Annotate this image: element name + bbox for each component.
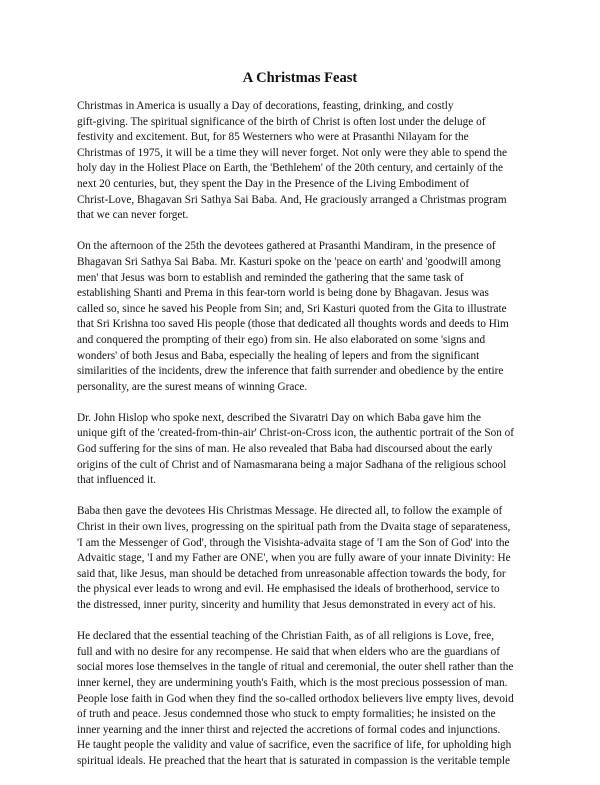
text-line: establishing Shanti and Prema in this fear-torn world is being done by Bhagavan. Jesus was	[77, 287, 489, 300]
paragraph-5	[63, 629, 543, 769]
text-line: personality, are the surest means of winning Grace.	[77, 380, 308, 393]
text-line: inner yearning and the inner thirst and rejected the accretions of formal codes and injunctions.	[77, 723, 501, 736]
text-line: that Sri Krishna too saved His people (those that dedicated all thoughts words and deeds to Him	[77, 318, 509, 331]
text-line: God suffering for the sins of man. He also revealed that Baba had discoursed about the early	[77, 443, 493, 456]
article-body	[63, 99, 543, 785]
text-line: spiritual ideals. He preached that the heart that is saturated in compassion is the veritable temple	[77, 754, 510, 767]
text-line: the physical ever leads to wrong and evil. He emphasised the ideals of brotherhood, service to	[77, 583, 500, 596]
text-line: that influenced it.	[77, 474, 157, 487]
text-line: next 20 centuries, but, they spent the Day in the Presence of the Living Embodiment of	[77, 177, 470, 190]
text-line: said that, like Jesus, man should be detached from unreasonable affection towards the body, for	[77, 567, 506, 580]
text-line: Dr. John Hislop who spoke next, described the Sivaratri Day on which Baba gave him the	[77, 411, 481, 424]
text-line: Christmas in America is usually a Day of decorations, feasting, drinking, and costly	[77, 100, 454, 112]
text-line: Baba then gave the devotees His Christmas Message. He directed all, to follow the example of	[77, 505, 503, 518]
text-line: and conquered the prompting of their ego) from sin. He also elaborated on some 'signs and	[77, 333, 486, 346]
text-line: social mores lose themselves in the tangle of ritual and ceremonial, the outer shell rather than the	[77, 661, 514, 674]
text-line: Christmas of 1975, it will be a time they will never forget. Not only were they able to spend the	[77, 146, 508, 159]
text-line: He taught people the validity and value of sacrifice, even the sacrifice of life, for upholding high	[77, 739, 512, 752]
text-line: unique gift of the 'created-from-thin-air' Christ-on-Cross icon, the authentic portrait of the Son of	[77, 427, 515, 440]
text-line: festivity and excitement. But, for 85 Westerners who were at Prasanthi Nilayam for the	[77, 131, 469, 144]
text-line: origins of the cult of Christ and of Namasmarana being a major Sadhana of the religious school	[77, 458, 507, 471]
text-line: men' that Jesus was born to establish and reminded the gathering that the same task of	[77, 271, 464, 284]
text-line: gift-giving. The spiritual significance of the birth of Christ is often lost under the deluge of	[77, 115, 486, 128]
text-line: Bhagavan Sri Sathya Sai Baba. Mr. Kasturi spoke on the 'peace on earth' and 'goodwill among	[77, 255, 501, 268]
text-line: Christ in their own lives, progressing on the spiritual path from the Dvaita stage of separateness,	[77, 521, 511, 534]
text-line: Advaitic stage, 'I and my Father are ONE', when you are fully aware of your innate Divinity: He	[77, 552, 511, 565]
text-line: On the afternoon of the 25th the devotees gathered at Prasanthi Mandiram, in the presence of	[77, 240, 496, 253]
text-line: Christ-Love, Bhagavan Sri Sathya Sai Baba. And, He graciously arranged a Christmas program	[77, 193, 507, 206]
text-line: inner kernel, they are undermining youth's Faith, which is the most precious possession of man.	[77, 676, 508, 689]
text-line: holy day in the Holiest Place on Earth, the 'Bethlehem' of the 20th century, and certainly of the	[77, 162, 504, 175]
text-line: similarities of the incidents, drew the inference that faith surrender and obedience by the entire	[77, 365, 504, 378]
text-line: People lose faith in God when they find the so-called orthodox believers live empty lives, devoid	[77, 692, 514, 705]
page-title: A Christmas Feast	[242, 70, 358, 86]
paragraph-4	[63, 504, 543, 613]
text-line: called so, since he saved his People from Sin; and, Sri Kasturi quoted from the Gita to illustrate	[77, 302, 507, 315]
text-line: the distressed, inner purity, sincerity and humility that Jesus demonstrated in every act of his.	[77, 599, 496, 611]
paragraph-1	[63, 99, 543, 224]
text-line: of truth and peace. Jesus condemned those who stuck to empty formalities; he insisted on the	[77, 708, 496, 721]
text-line: wonders' of both Jesus and Baba, especially the healing of lepers and from the significant	[77, 349, 480, 362]
text-line: He declared that the essential teaching of the Christian Faith, as of all religions is Love, free,	[77, 630, 495, 643]
text-line: 'I am the Messenger of God', through the Visishta-advaita stage of 'I am the Son of God' into the	[77, 536, 510, 549]
paragraph-2	[63, 239, 543, 395]
text-line: full and with no desire for any recompense. He said that when elders who are the guardians of	[77, 645, 500, 658]
paragraph-3	[63, 411, 543, 489]
text-line: that we can never forget.	[77, 209, 189, 222]
